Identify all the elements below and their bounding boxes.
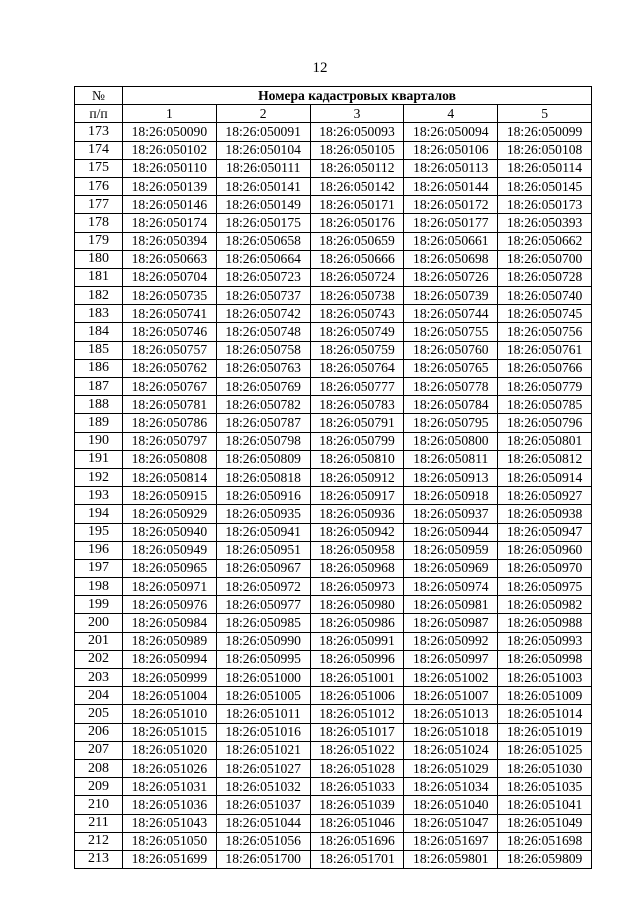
cadastral-quarter-cell: 18:26:051031 [123, 778, 217, 796]
cadastral-quarter-cell: 18:26:050094 [404, 123, 498, 141]
cadastral-quarter-cell: 18:26:050744 [404, 305, 498, 323]
cadastral-quarter-cell: 18:26:050724 [310, 268, 404, 286]
table-row [75, 541, 592, 559]
cadastral-quarter-cell: 18:26:050969 [404, 559, 498, 577]
table-row [75, 141, 592, 159]
table-row [75, 487, 592, 505]
cadastral-quarter-cell: 18:26:050975 [498, 578, 592, 596]
cadastral-quarter-cell: 18:26:050777 [310, 378, 404, 396]
cadastral-quarter-cell: 18:26:050994 [123, 650, 217, 668]
row-number: 188 [75, 396, 123, 414]
header-num-top: № [75, 87, 123, 105]
table-row [75, 323, 592, 341]
cadastral-quarter-cell: 18:26:050944 [404, 523, 498, 541]
cadastral-quarter-cell: 18:26:050812 [498, 450, 592, 468]
row-number: 202 [75, 650, 123, 668]
cadastral-quarter-cell: 18:26:050106 [404, 141, 498, 159]
row-number: 205 [75, 705, 123, 723]
row-number: 213 [75, 850, 123, 868]
row-number: 212 [75, 832, 123, 850]
cadastral-quarter-cell: 18:26:051701 [310, 850, 404, 868]
table-row [75, 396, 592, 414]
table-row [75, 814, 592, 832]
cadastral-quarter-cell: 18:26:050976 [123, 596, 217, 614]
row-number: 195 [75, 523, 123, 541]
cadastral-quarter-cell: 18:26:050947 [498, 523, 592, 541]
table-row [75, 341, 592, 359]
cadastral-quarter-cell: 18:26:050984 [123, 614, 217, 632]
cadastral-quarter-cell: 18:26:050973 [310, 578, 404, 596]
cadastral-quarter-cell: 18:26:050935 [216, 505, 310, 523]
cadastral-quarter-cell: 18:26:050663 [123, 250, 217, 268]
cadastral-quarter-cell: 18:26:050991 [310, 632, 404, 650]
cadastral-quarter-cell: 18:26:051010 [123, 705, 217, 723]
cadastral-quarter-cell: 18:26:051034 [404, 778, 498, 796]
table-row [75, 759, 592, 777]
row-number: 200 [75, 614, 123, 632]
row-number: 185 [75, 341, 123, 359]
cadastral-quarters-table [74, 86, 592, 869]
cadastral-quarter-cell: 18:26:051012 [310, 705, 404, 723]
row-number: 196 [75, 541, 123, 559]
cadastral-quarter-cell: 18:26:051016 [216, 723, 310, 741]
table-row [75, 632, 592, 650]
cadastral-quarter-cell: 18:26:050779 [498, 378, 592, 396]
row-number: 192 [75, 468, 123, 486]
row-number: 198 [75, 578, 123, 596]
table-row [75, 796, 592, 814]
row-number: 187 [75, 378, 123, 396]
table-row [75, 505, 592, 523]
cadastral-quarter-cell: 18:26:050742 [216, 305, 310, 323]
row-number: 194 [75, 505, 123, 523]
cadastral-quarter-cell: 18:26:051020 [123, 741, 217, 759]
cadastral-quarter-cell: 18:26:050173 [498, 196, 592, 214]
cadastral-quarter-cell: 18:26:050174 [123, 214, 217, 232]
cadastral-quarter-cell: 18:26:050105 [310, 141, 404, 159]
cadastral-quarter-cell: 18:26:050394 [123, 232, 217, 250]
row-number: 208 [75, 759, 123, 777]
cadastral-quarter-cell: 18:26:050971 [123, 578, 217, 596]
cadastral-quarter-cell: 18:26:051033 [310, 778, 404, 796]
row-number: 211 [75, 814, 123, 832]
cadastral-quarter-cell: 18:26:050111 [216, 159, 310, 177]
cadastral-quarter-cell: 18:26:051044 [216, 814, 310, 832]
cadastral-quarter-cell: 18:26:050745 [498, 305, 592, 323]
cadastral-quarter-cell: 18:26:051028 [310, 759, 404, 777]
cadastral-quarter-cell: 18:26:050769 [216, 378, 310, 396]
cadastral-quarter-cell: 18:26:050091 [216, 123, 310, 141]
cadastral-quarter-cell: 18:26:050993 [498, 632, 592, 650]
cadastral-quarter-cell: 18:26:050743 [310, 305, 404, 323]
row-number: 186 [75, 359, 123, 377]
page-number: 12 [312, 60, 328, 76]
cadastral-quarter-cell: 18:26:051001 [310, 669, 404, 687]
cadastral-quarter-cell: 18:26:051049 [498, 814, 592, 832]
table-row [75, 359, 592, 377]
row-number: 178 [75, 214, 123, 232]
table-row [75, 268, 592, 286]
cadastral-quarter-cell: 18:26:050758 [216, 341, 310, 359]
cadastral-quarter-cell: 18:26:051014 [498, 705, 592, 723]
cadastral-quarter-cell: 18:26:050759 [310, 341, 404, 359]
table-row [75, 123, 592, 141]
cadastral-quarter-cell: 18:26:050658 [216, 232, 310, 250]
cadastral-quarter-cell: 18:26:050999 [123, 669, 217, 687]
cadastral-quarter-cell: 18:26:051022 [310, 741, 404, 759]
cadastral-quarter-cell: 18:26:050764 [310, 359, 404, 377]
cadastral-quarter-cell: 18:26:050958 [310, 541, 404, 559]
table-row [75, 669, 592, 687]
cadastral-quarter-cell: 18:26:050746 [123, 323, 217, 341]
table-row [75, 523, 592, 541]
cadastral-quarter-cell: 18:26:050755 [404, 323, 498, 341]
row-number: 173 [75, 123, 123, 141]
cadastral-quarter-cell: 18:26:051037 [216, 796, 310, 814]
cadastral-quarter-cell: 18:26:050913 [404, 468, 498, 486]
cadastral-quarter-cell: 18:26:050936 [310, 505, 404, 523]
cadastral-quarter-cell: 18:26:051043 [123, 814, 217, 832]
cadastral-quarter-cell: 18:26:051039 [310, 796, 404, 814]
cadastral-quarter-cell: 18:26:050940 [123, 523, 217, 541]
cadastral-quarter-cell: 18:26:051699 [123, 850, 217, 868]
cadastral-quarter-cell: 18:26:050912 [310, 468, 404, 486]
table-row [75, 468, 592, 486]
cadastral-quarter-cell: 18:26:050749 [310, 323, 404, 341]
cadastral-quarter-cell: 18:26:050740 [498, 287, 592, 305]
cadastral-quarter-cell: 18:26:050113 [404, 159, 498, 177]
cadastral-quarter-cell: 18:26:050810 [310, 450, 404, 468]
header-col-5: 5 [498, 105, 592, 123]
table-row [75, 705, 592, 723]
cadastral-quarter-cell: 18:26:051046 [310, 814, 404, 832]
cadastral-quarter-cell: 18:26:050102 [123, 141, 217, 159]
cadastral-quarter-cell: 18:26:050760 [404, 341, 498, 359]
cadastral-quarter-cell: 18:26:050139 [123, 177, 217, 195]
cadastral-quarter-cell: 18:26:050985 [216, 614, 310, 632]
cadastral-quarter-cell: 18:26:050146 [123, 196, 217, 214]
cadastral-quarter-cell: 18:26:050795 [404, 414, 498, 432]
cadastral-quarter-cell: 18:26:050967 [216, 559, 310, 577]
cadastral-quarter-cell: 18:26:050972 [216, 578, 310, 596]
cadastral-quarter-cell: 18:26:050811 [404, 450, 498, 468]
row-number: 181 [75, 268, 123, 286]
table-row [75, 778, 592, 796]
cadastral-quarter-cell: 18:26:051024 [404, 741, 498, 759]
cadastral-quarter-cell: 18:26:050737 [216, 287, 310, 305]
cadastral-quarter-cell: 18:26:051025 [498, 741, 592, 759]
cadastral-quarter-cell: 18:26:050662 [498, 232, 592, 250]
cadastral-quarter-cell: 18:26:050798 [216, 432, 310, 450]
cadastral-quarter-cell: 18:26:051026 [123, 759, 217, 777]
cadastral-quarter-cell: 18:26:050110 [123, 159, 217, 177]
row-number: 179 [75, 232, 123, 250]
cadastral-quarter-cell: 18:26:050723 [216, 268, 310, 286]
cadastral-quarter-cell: 18:26:050916 [216, 487, 310, 505]
cadastral-quarter-cell: 18:26:050800 [404, 432, 498, 450]
cadastral-quarter-cell: 18:26:051019 [498, 723, 592, 741]
cadastral-quarter-cell: 18:26:050735 [123, 287, 217, 305]
cadastral-quarter-cell: 18:26:050666 [310, 250, 404, 268]
cadastral-quarter-cell: 18:26:050748 [216, 323, 310, 341]
table-row [75, 159, 592, 177]
cadastral-quarter-cell: 18:26:050968 [310, 559, 404, 577]
cadastral-quarter-cell: 18:26:050104 [216, 141, 310, 159]
cadastral-quarter-cell: 18:26:051013 [404, 705, 498, 723]
header-col-3: 3 [310, 105, 404, 123]
cadastral-quarter-cell: 18:26:051021 [216, 741, 310, 759]
cadastral-quarter-cell: 18:26:050176 [310, 214, 404, 232]
cadastral-quarter-cell: 18:26:051696 [310, 832, 404, 850]
cadastral-quarter-cell: 18:26:050093 [310, 123, 404, 141]
cadastral-quarter-cell: 18:26:051030 [498, 759, 592, 777]
table-row [75, 596, 592, 614]
cadastral-quarter-cell: 18:26:051029 [404, 759, 498, 777]
cadastral-quarter-cell: 18:26:059801 [404, 850, 498, 868]
cadastral-quarter-cell: 18:26:050949 [123, 541, 217, 559]
cadastral-quarter-cell: 18:26:050942 [310, 523, 404, 541]
cadastral-quarter-cell: 18:26:050175 [216, 214, 310, 232]
row-number: 176 [75, 177, 123, 195]
table-header [75, 87, 592, 123]
cadastral-quarter-cell: 18:26:050989 [123, 632, 217, 650]
cadastral-quarter-cell: 18:26:051015 [123, 723, 217, 741]
cadastral-quarter-cell: 18:26:050808 [123, 450, 217, 468]
cadastral-quarter-cell: 18:26:051009 [498, 687, 592, 705]
table-row [75, 850, 592, 868]
cadastral-quarter-cell: 18:26:050987 [404, 614, 498, 632]
table-row [75, 414, 592, 432]
row-number: 174 [75, 141, 123, 159]
row-number: 177 [75, 196, 123, 214]
cadastral-quarter-cell: 18:26:050778 [404, 378, 498, 396]
cadastral-quarter-cell: 18:26:050974 [404, 578, 498, 596]
cadastral-quarter-cell: 18:26:050799 [310, 432, 404, 450]
header-col-2: 2 [216, 105, 310, 123]
cadastral-quarter-cell: 18:26:050783 [310, 396, 404, 414]
cadastral-quarter-cell: 18:26:051697 [404, 832, 498, 850]
cadastral-quarter-cell: 18:26:050915 [123, 487, 217, 505]
cadastral-quarter-cell: 18:26:050704 [123, 268, 217, 286]
table-row [75, 214, 592, 232]
table-body [75, 123, 592, 869]
cadastral-quarter-cell: 18:26:050767 [123, 378, 217, 396]
cadastral-quarter-cell: 18:26:050099 [498, 123, 592, 141]
row-number: 209 [75, 778, 123, 796]
cadastral-quarter-cell: 18:26:050726 [404, 268, 498, 286]
row-number: 210 [75, 796, 123, 814]
table-row [75, 578, 592, 596]
cadastral-quarter-cell: 18:26:050941 [216, 523, 310, 541]
cadastral-quarter-cell: 18:26:050664 [216, 250, 310, 268]
row-number: 203 [75, 669, 123, 687]
cadastral-quarter-cell: 18:26:050914 [498, 468, 592, 486]
table-row [75, 432, 592, 450]
cadastral-quarter-cell: 18:26:051003 [498, 669, 592, 687]
table-row [75, 832, 592, 850]
cadastral-quarter-cell: 18:26:050951 [216, 541, 310, 559]
cadastral-quarter-cell: 18:26:050986 [310, 614, 404, 632]
cadastral-quarter-cell: 18:26:050172 [404, 196, 498, 214]
cadastral-quarter-cell: 18:26:050149 [216, 196, 310, 214]
cadastral-quarter-cell: 18:26:050090 [123, 123, 217, 141]
row-number: 201 [75, 632, 123, 650]
cadastral-quarter-cell: 18:26:050112 [310, 159, 404, 177]
row-number: 184 [75, 323, 123, 341]
cadastral-quarter-cell: 18:26:050791 [310, 414, 404, 432]
cadastral-quarter-cell: 18:26:050988 [498, 614, 592, 632]
cadastral-quarter-cell: 18:26:050728 [498, 268, 592, 286]
cadastral-quarter-cell: 18:26:050992 [404, 632, 498, 650]
cadastral-quarter-cell: 18:26:050801 [498, 432, 592, 450]
cadastral-quarter-cell: 18:26:050786 [123, 414, 217, 432]
cadastral-quarter-cell: 18:26:051011 [216, 705, 310, 723]
cadastral-quarter-cell: 18:26:050814 [123, 468, 217, 486]
cadastral-quarter-cell: 18:26:050761 [498, 341, 592, 359]
row-number: 175 [75, 159, 123, 177]
cadastral-quarter-cell: 18:26:050918 [404, 487, 498, 505]
cadastral-quarter-cell: 18:26:050797 [123, 432, 217, 450]
cadastral-quarter-cell: 18:26:050970 [498, 559, 592, 577]
cadastral-quarter-cell: 18:26:050661 [404, 232, 498, 250]
header-col-1: 1 [123, 105, 217, 123]
cadastral-quarter-cell: 18:26:051017 [310, 723, 404, 741]
row-number: 207 [75, 741, 123, 759]
cadastral-quarter-cell: 18:26:059809 [498, 850, 592, 868]
cadastral-quarter-cell: 18:26:050937 [404, 505, 498, 523]
cadastral-quarter-cell: 18:26:050766 [498, 359, 592, 377]
cadastral-quarter-cell: 18:26:050977 [216, 596, 310, 614]
table-row [75, 287, 592, 305]
cadastral-quarter-cell: 18:26:051056 [216, 832, 310, 850]
cadastral-quarter-cell: 18:26:050700 [498, 250, 592, 268]
row-number: 206 [75, 723, 123, 741]
header-num-bottom: п/п [75, 105, 123, 123]
cadastral-quarter-cell: 18:26:051027 [216, 759, 310, 777]
cadastral-quarter-cell: 18:26:050393 [498, 214, 592, 232]
cadastral-quarter-cell: 18:26:050781 [123, 396, 217, 414]
cadastral-quarter-cell: 18:26:050738 [310, 287, 404, 305]
cadastral-quarter-cell: 18:26:050141 [216, 177, 310, 195]
cadastral-quarter-cell: 18:26:050982 [498, 596, 592, 614]
cadastral-quarter-cell: 18:26:050765 [404, 359, 498, 377]
cadastral-quarter-cell: 18:26:050108 [498, 141, 592, 159]
table-row [75, 250, 592, 268]
cadastral-quarter-cell: 18:26:051032 [216, 778, 310, 796]
header-group-title: Номера кадастровых кварталов [123, 87, 592, 105]
cadastral-quarter-cell: 18:26:051006 [310, 687, 404, 705]
cadastral-quarter-cell: 18:26:050917 [310, 487, 404, 505]
cadastral-quarter-cell: 18:26:050998 [498, 650, 592, 668]
cadastral-quarter-cell: 18:26:050929 [123, 505, 217, 523]
cadastral-quarter-cell: 18:26:050990 [216, 632, 310, 650]
row-number: 183 [75, 305, 123, 323]
cadastral-quarter-cell: 18:26:050796 [498, 414, 592, 432]
cadastral-quarter-cell: 18:26:050659 [310, 232, 404, 250]
cadastral-quarter-cell: 18:26:050782 [216, 396, 310, 414]
cadastral-quarter-cell: 18:26:050980 [310, 596, 404, 614]
cadastral-quarter-cell: 18:26:050756 [498, 323, 592, 341]
cadastral-quarter-cell: 18:26:050927 [498, 487, 592, 505]
row-number: 204 [75, 687, 123, 705]
cadastral-quarter-cell: 18:26:050739 [404, 287, 498, 305]
table-row [75, 723, 592, 741]
cadastral-quarter-cell: 18:26:051005 [216, 687, 310, 705]
cadastral-quarter-cell: 18:26:051047 [404, 814, 498, 832]
row-number: 193 [75, 487, 123, 505]
cadastral-quarter-cell: 18:26:050741 [123, 305, 217, 323]
cadastral-quarter-cell: 18:26:051018 [404, 723, 498, 741]
cadastral-quarter-cell: 18:26:050995 [216, 650, 310, 668]
cadastral-quarter-cell: 18:26:051036 [123, 796, 217, 814]
cadastral-quarter-cell: 18:26:050698 [404, 250, 498, 268]
cadastral-quarter-cell: 18:26:050762 [123, 359, 217, 377]
table-row [75, 232, 592, 250]
table-row [75, 196, 592, 214]
cadastral-quarter-cell: 18:26:050757 [123, 341, 217, 359]
cadastral-quarter-cell: 18:26:050145 [498, 177, 592, 195]
cadastral-quarter-cell: 18:26:050981 [404, 596, 498, 614]
cadastral-quarter-cell: 18:26:050818 [216, 468, 310, 486]
table-row [75, 450, 592, 468]
cadastral-quarter-cell: 18:26:050938 [498, 505, 592, 523]
cadastral-quarter-cell: 18:26:050965 [123, 559, 217, 577]
table-row [75, 650, 592, 668]
cadastral-quarter-cell: 18:26:050177 [404, 214, 498, 232]
row-number: 197 [75, 559, 123, 577]
cadastral-quarter-cell: 18:26:050171 [310, 196, 404, 214]
row-number: 180 [75, 250, 123, 268]
cadastral-quarter-cell: 18:26:050114 [498, 159, 592, 177]
cadastral-quarter-cell: 18:26:050784 [404, 396, 498, 414]
cadastral-quarter-cell: 18:26:050142 [310, 177, 404, 195]
table-row [75, 305, 592, 323]
cadastral-quarter-cell: 18:26:051007 [404, 687, 498, 705]
row-number: 190 [75, 432, 123, 450]
cadastral-quarter-cell: 18:26:050996 [310, 650, 404, 668]
table-row [75, 741, 592, 759]
cadastral-quarter-cell: 18:26:051035 [498, 778, 592, 796]
cadastral-quarter-cell: 18:26:051050 [123, 832, 217, 850]
row-number: 182 [75, 287, 123, 305]
table-row [75, 177, 592, 195]
cadastral-quarter-cell: 18:26:051698 [498, 832, 592, 850]
cadastral-quarter-cell: 18:26:050144 [404, 177, 498, 195]
cadastral-quarter-cell: 18:26:051002 [404, 669, 498, 687]
cadastral-quarter-cell: 18:26:050787 [216, 414, 310, 432]
cadastral-quarter-cell: 18:26:050959 [404, 541, 498, 559]
cadastral-quarter-cell: 18:26:050960 [498, 541, 592, 559]
cadastral-quarter-cell: 18:26:051000 [216, 669, 310, 687]
table-row [75, 614, 592, 632]
cadastral-quarter-cell: 18:26:051040 [404, 796, 498, 814]
cadastral-quarter-cell: 18:26:050997 [404, 650, 498, 668]
cadastral-quarter-cell: 18:26:050785 [498, 396, 592, 414]
row-number: 191 [75, 450, 123, 468]
cadastral-quarter-cell: 18:26:051004 [123, 687, 217, 705]
row-number: 199 [75, 596, 123, 614]
table-row [75, 378, 592, 396]
table-row [75, 559, 592, 577]
cadastral-quarter-cell: 18:26:050809 [216, 450, 310, 468]
row-number: 189 [75, 414, 123, 432]
cadastral-quarter-cell: 18:26:051041 [498, 796, 592, 814]
cadastral-quarter-cell: 18:26:050763 [216, 359, 310, 377]
table-row [75, 687, 592, 705]
header-col-4: 4 [404, 105, 498, 123]
cadastral-quarter-cell: 18:26:051700 [216, 850, 310, 868]
